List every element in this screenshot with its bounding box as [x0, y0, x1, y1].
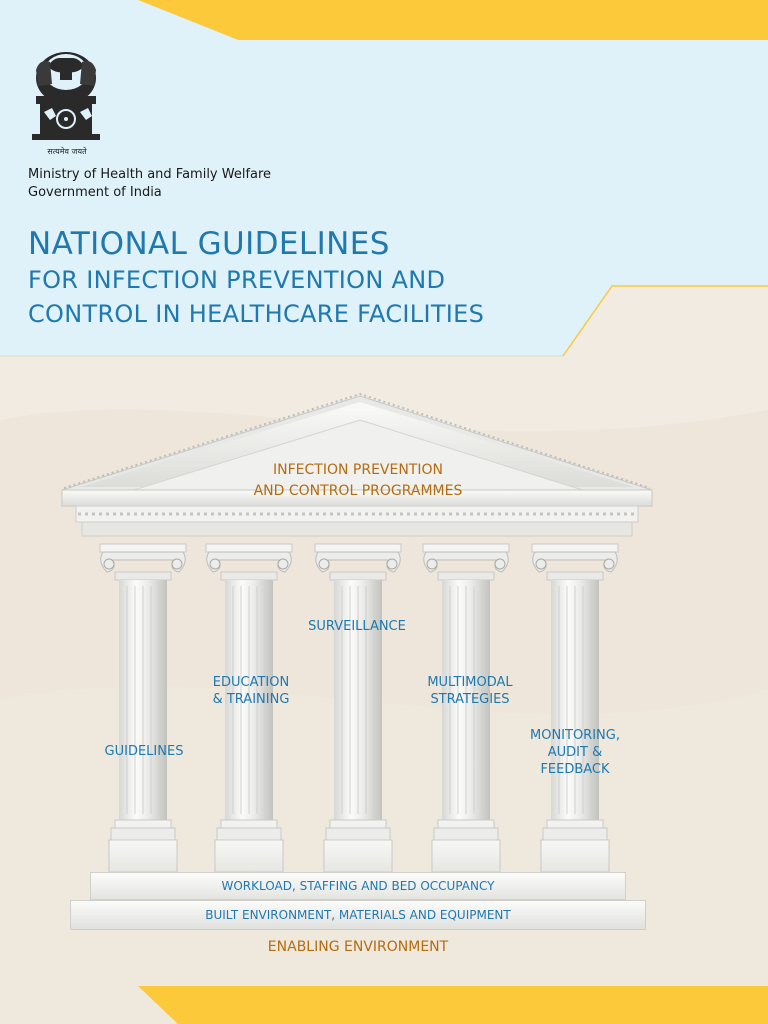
pillar-label-line: MULTIMODAL [427, 675, 513, 690]
ministry-name [28, 166, 271, 202]
pillar-label-line: & TRAINING [212, 692, 290, 707]
pillar [206, 544, 292, 872]
pillar-label-line: MONITORING, [530, 728, 620, 743]
pillar-label-line: EDUCATION [212, 675, 290, 690]
pillar-label-line: AUDIT & [547, 745, 603, 760]
pillar-label-surveillance [297, 618, 417, 635]
pillar-label-guidelines [84, 743, 204, 760]
pillar [423, 544, 509, 872]
pillar-label-multimodal-strategies [410, 674, 530, 708]
ministry-line-1: Ministry of Health and Family Welfare [28, 167, 272, 182]
pillar-label-monitoring-audit-feedback [515, 727, 635, 778]
title-sub-line-1: FOR INFECTION PREVENTION AND [28, 266, 446, 294]
step-workload-label: WORKLOAD, STAFFING AND BED OCCUPANCY [221, 879, 495, 893]
ministry-line-2: Government of India [28, 185, 162, 200]
pillar-label-line: GUIDELINES [104, 744, 184, 759]
pillar-label-line: FEEDBACK [540, 762, 610, 777]
pillar-label-line: SURVEILLANCE [308, 619, 406, 634]
roof-label-line-2: AND CONTROL PROGRAMMES [253, 483, 463, 499]
title-main: NATIONAL GUIDELINES [28, 226, 390, 262]
roof-label [208, 460, 508, 502]
step-built-environment-label: BUILT ENVIRONMENT, MATERIALS AND EQUIPMENT [205, 908, 511, 922]
roof-label-line-1: INFECTION PREVENTION [273, 462, 443, 478]
title-sub-line-2: CONTROL IN HEALTHCARE FACILITIES [28, 300, 485, 328]
pillar [100, 544, 186, 872]
pillar [315, 544, 401, 872]
pillar-label-line: STRATEGIES [430, 692, 510, 707]
emblem-motto: सत्यमेव जयते [47, 147, 87, 156]
step-built-environment [70, 900, 646, 930]
pillar-label-education-training [191, 674, 311, 708]
step-workload [90, 872, 626, 900]
pillar [532, 544, 618, 872]
enabling-environment-label: ENABLING ENVIRONMENT [267, 939, 449, 955]
